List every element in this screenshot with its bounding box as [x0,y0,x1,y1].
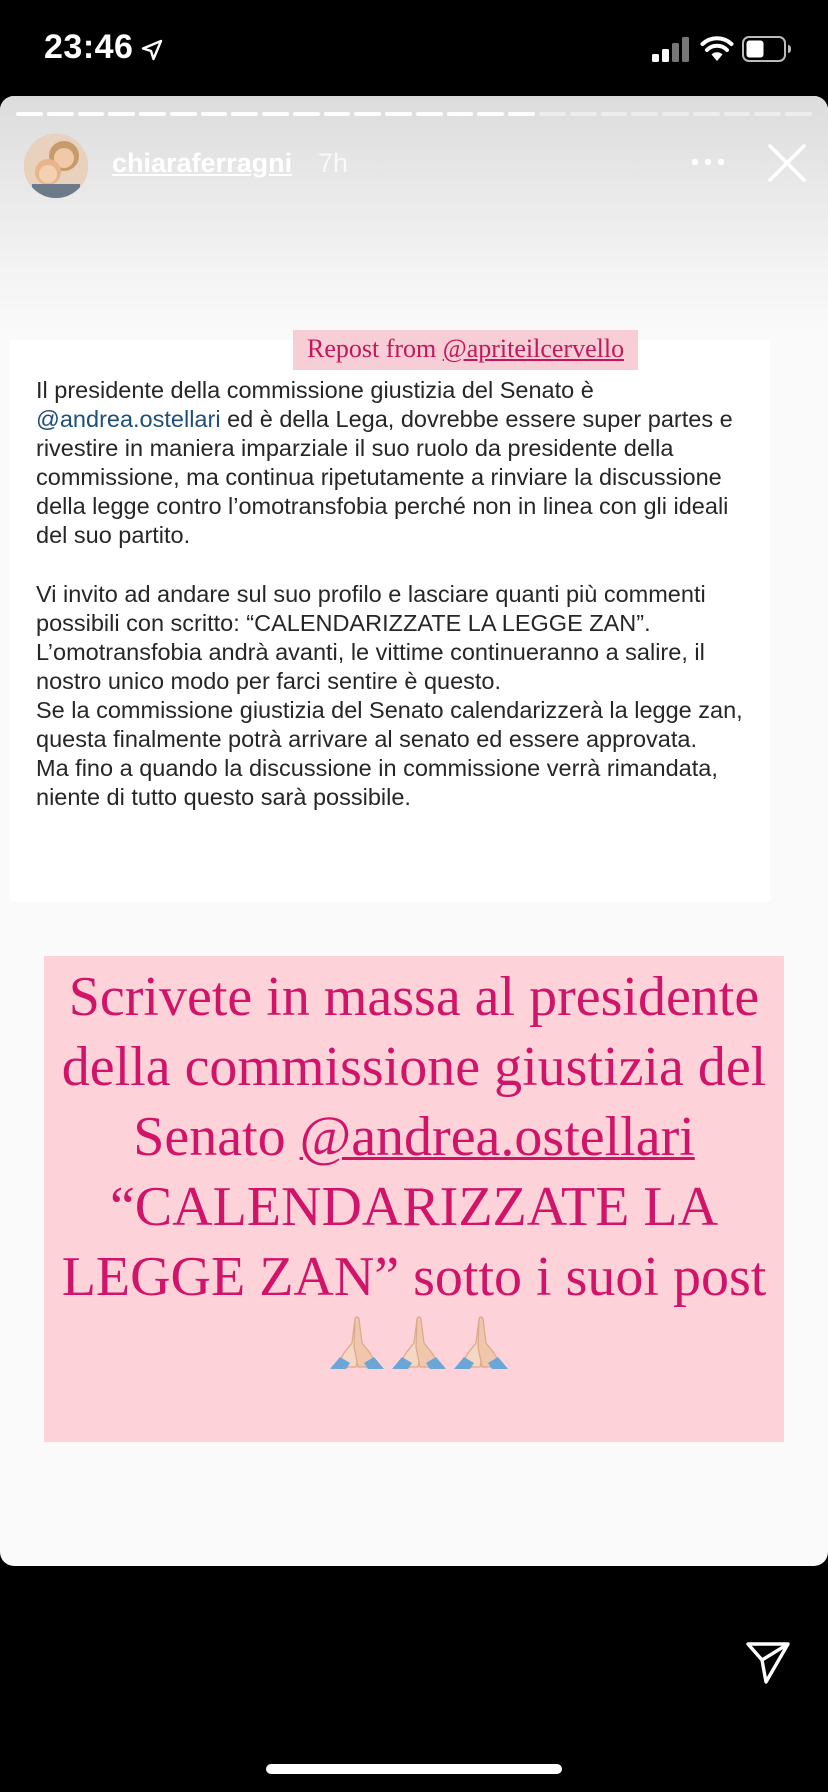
story-viewer[interactable] [0,96,828,1566]
location-arrow-icon [140,38,164,62]
status-time: 23:46 [44,28,134,66]
story-progress-segment [785,112,812,116]
story-progress-segment [170,112,197,116]
story-progress-segment [78,112,105,116]
repost-handle-link[interactable]: @apriteilcervello [442,334,625,363]
repost-prefix: Repost from [307,334,443,363]
folded-hands-icon [326,1313,512,1386]
story-progress-segment [570,112,597,116]
story-progress-segment [324,112,351,116]
more-options-icon[interactable] [688,152,728,172]
close-icon[interactable] [766,142,808,184]
repost-paragraph-text: Il presidente della commissione giustizia del Senato è [36,377,594,403]
story-progress-segment [262,112,289,116]
story-progress-bar [16,112,812,118]
send-direct-message-icon[interactable] [744,1638,792,1686]
avatar[interactable] [24,134,88,198]
repost-line: L’omotransfobia andrà avanti, le vittime continueranno a salire, il nostro unico modo per farci sentire è questo. [36,639,705,694]
story-progress-segment [47,112,74,116]
story-progress-segment [693,112,720,116]
avatar-photo-icon [24,134,88,198]
repost-tag [293,330,638,370]
repost-mention-link[interactable]: @andrea.ostellari [36,406,221,432]
story-progress-segment [293,112,320,116]
story-progress-segment [754,112,781,116]
callout-text-block [44,956,784,1442]
cellular-signal-icon [652,36,692,62]
story-progress-segment [477,112,504,116]
story-progress-segment [508,112,535,116]
home-indicator[interactable] [266,1764,562,1774]
repost-line: Se la commissione giustizia del Senato calendarizzerà la legge zan, questa finalmente potrà arrivare al senato ed essere approvata. [36,697,743,752]
story-progress-segment [108,112,135,116]
wifi-icon [700,34,734,62]
story-progress-segment [447,112,474,116]
story-progress-segment [416,112,443,116]
story-progress-segment [631,112,658,116]
repost-line: Vi invito ad andare sul suo profilo e lasciare quanti più commenti possibili con scritto: “CALENDARIZZATE LA LEGGE ZAN”. [36,581,706,636]
story-progress-segment [385,112,412,116]
repost-text [36,376,766,812]
story-timestamp: 7h [318,148,349,178]
status-bar [0,0,828,96]
story-progress-segment [139,112,166,116]
story-progress-segment [601,112,628,116]
story-progress-segment [539,112,566,116]
story-progress-segment [354,112,381,116]
battery-icon [742,36,792,62]
story-progress-segment [201,112,228,116]
repost-paragraph [36,376,766,550]
story-username[interactable]: chiaraferragni [112,148,293,178]
story-header-shade [0,96,828,336]
callout-text: “CALENDARIZZATE LA LEGGE ZAN” sotto i suoi post [61,1176,767,1308]
repost-line: Ma fino a quando la discussione in commissione verrà rimandata, niente di tutto questo sarà possibile. [36,755,718,810]
story-progress-segment [662,112,689,116]
story-progress-segment [16,112,43,116]
repost-screenshot [10,334,770,902]
callout-text: Scrivete in massa al presidente della commissione giustizia del Senato [61,966,767,1168]
callout-mention-link[interactable]: @andrea.ostellari [299,1106,695,1168]
story-progress-segment [724,112,751,116]
repost-paragraph-text: ed è della Lega, dovrebbe essere super partes e rivestire in maniera imparziale il suo ruolo da presidente della commissione, ma continua ripetutamente a rinviare la discussione della legge contro l’omotransfobia perché non in linea con gli ideali del suo partito. [36,406,733,548]
story-progress-segment [231,112,258,116]
